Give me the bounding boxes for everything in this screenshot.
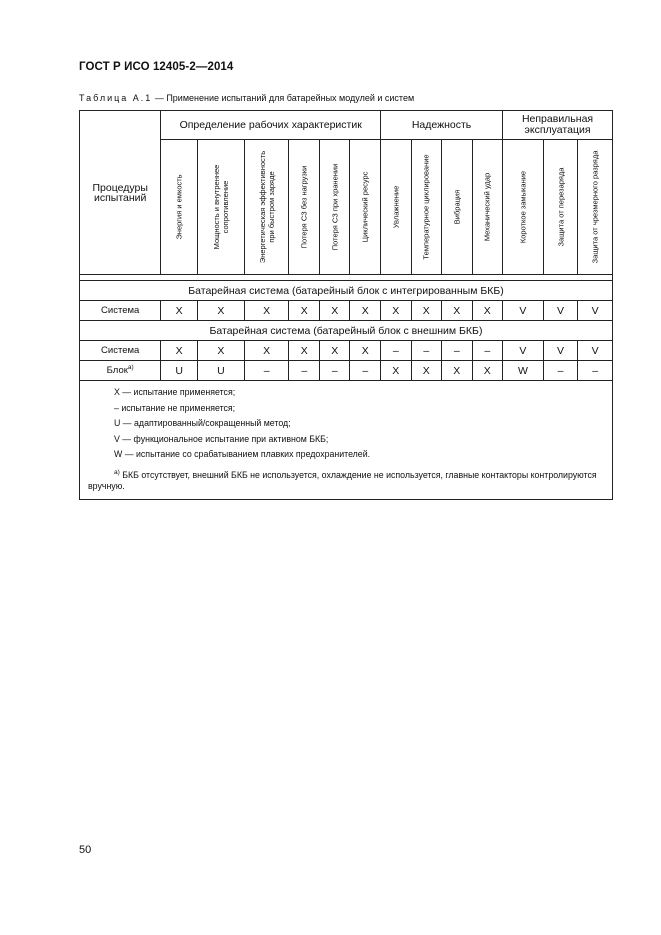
col-header: Циклический ресурс (350, 140, 381, 275)
col-header: Короткое замыкание (503, 140, 544, 275)
table-cell: X (350, 301, 381, 321)
table-cell: X (244, 301, 289, 321)
table-cell: – (543, 361, 578, 381)
section-integrated-bms: Батарейная система (батарейный блок с интегрированным БКБ) (80, 281, 613, 301)
table-cell: X (197, 341, 244, 361)
footnote-text: БКБ отсутствует, внешний БКБ не используется, охлаждение не используется, главные контакторы контролируются вручную. (88, 469, 597, 492)
col-header: Потеря СЗ без нагрузки (289, 140, 320, 275)
table-cell: X (381, 301, 412, 321)
table-cell: – (578, 361, 613, 381)
table-cell: U (161, 361, 198, 381)
col-header: Температурное циклирование (411, 140, 442, 275)
table-row (80, 301, 613, 321)
table-notes (80, 381, 613, 500)
page-number: 50 (79, 844, 92, 856)
table-cell: X (161, 341, 198, 361)
row-label: Система (80, 301, 161, 321)
col-header: Энергия и емкость (161, 140, 198, 275)
table-cell: X (411, 301, 442, 321)
col-header: Энергетическая эффективность при быстром заряде (244, 140, 289, 275)
document-id: ГОСТ Р ИСО 12405-2—2014 (79, 61, 234, 73)
table-cell: – (289, 361, 320, 381)
group-misuse: Неправильная эксплуатация (503, 111, 613, 140)
table-cell: X (411, 361, 442, 381)
table-cell: X (244, 341, 289, 361)
table-cell: X (442, 301, 473, 321)
table-cell: X (319, 341, 350, 361)
table-cell: – (381, 341, 412, 361)
section-external-bms: Батарейная система (батарейный блок с внешним БКБ) (80, 321, 613, 341)
legend-item: W — испытание со срабатыванием плавких предохранителей. (114, 449, 371, 459)
table-caption-text: — Применение испытаний для батарейных модулей и систем (152, 93, 415, 103)
table-cell: X (381, 361, 412, 381)
table-cell: X (289, 301, 320, 321)
table-cell: V (543, 301, 578, 321)
table-cell: V (578, 341, 613, 361)
legend-item: X — испытание применяется; (114, 387, 236, 397)
footnote-mark: а) (114, 468, 120, 476)
table-cell: – (472, 341, 503, 361)
table-caption-prefix: Таблица А.1 (79, 93, 153, 103)
procedures-header: Процедуры испытаний (80, 111, 161, 275)
table-cell: U (197, 361, 244, 381)
table-cell: X (289, 341, 320, 361)
col-header: Вибрация (442, 140, 473, 275)
test-application-table (79, 110, 613, 500)
group-reliability: Надежность (381, 111, 503, 140)
table-cell: X (472, 361, 503, 381)
table-cell: V (543, 341, 578, 361)
col-header: Мощность и внутреннее сопротивление (197, 140, 244, 275)
group-performance: Определение рабочих характеристик (161, 111, 381, 140)
row-label: Система (80, 341, 161, 361)
table-cell: V (578, 301, 613, 321)
table-cell: X (161, 301, 198, 321)
legend-item: – испытание не применяется; (114, 402, 236, 413)
table-cell: V (503, 301, 544, 321)
table-caption (79, 93, 414, 103)
legend-item: U — адаптированный/сокращенный метод; (114, 418, 291, 428)
table-cell: V (503, 341, 544, 361)
table-row (80, 341, 613, 361)
table-cell: W (503, 361, 544, 381)
table-cell: X (350, 341, 381, 361)
col-header: Увлажнение (381, 140, 412, 275)
col-header: Механический удар (472, 140, 503, 275)
table-cell: – (350, 361, 381, 381)
row-label: Блок$^{а)}$ (80, 361, 161, 381)
table-cell: – (244, 361, 289, 381)
table-cell: X (197, 301, 244, 321)
table-cell: X (472, 301, 503, 321)
legend-item: V — функциональное испытание при активном БКБ; (114, 433, 329, 444)
table-cell: – (442, 341, 473, 361)
table-cell: X (319, 301, 350, 321)
col-header: Защита от перезаряда (543, 140, 578, 275)
table-cell: – (411, 341, 442, 361)
footnote-ref: а) (127, 364, 134, 372)
table-cell: – (319, 361, 350, 381)
table-row (80, 361, 613, 381)
footnote (80, 466, 612, 493)
table-cell: X (442, 361, 473, 381)
col-header: Защита от чрезмерного разряда (578, 140, 613, 275)
col-header: Потеря СЗ при хранении (319, 140, 350, 275)
